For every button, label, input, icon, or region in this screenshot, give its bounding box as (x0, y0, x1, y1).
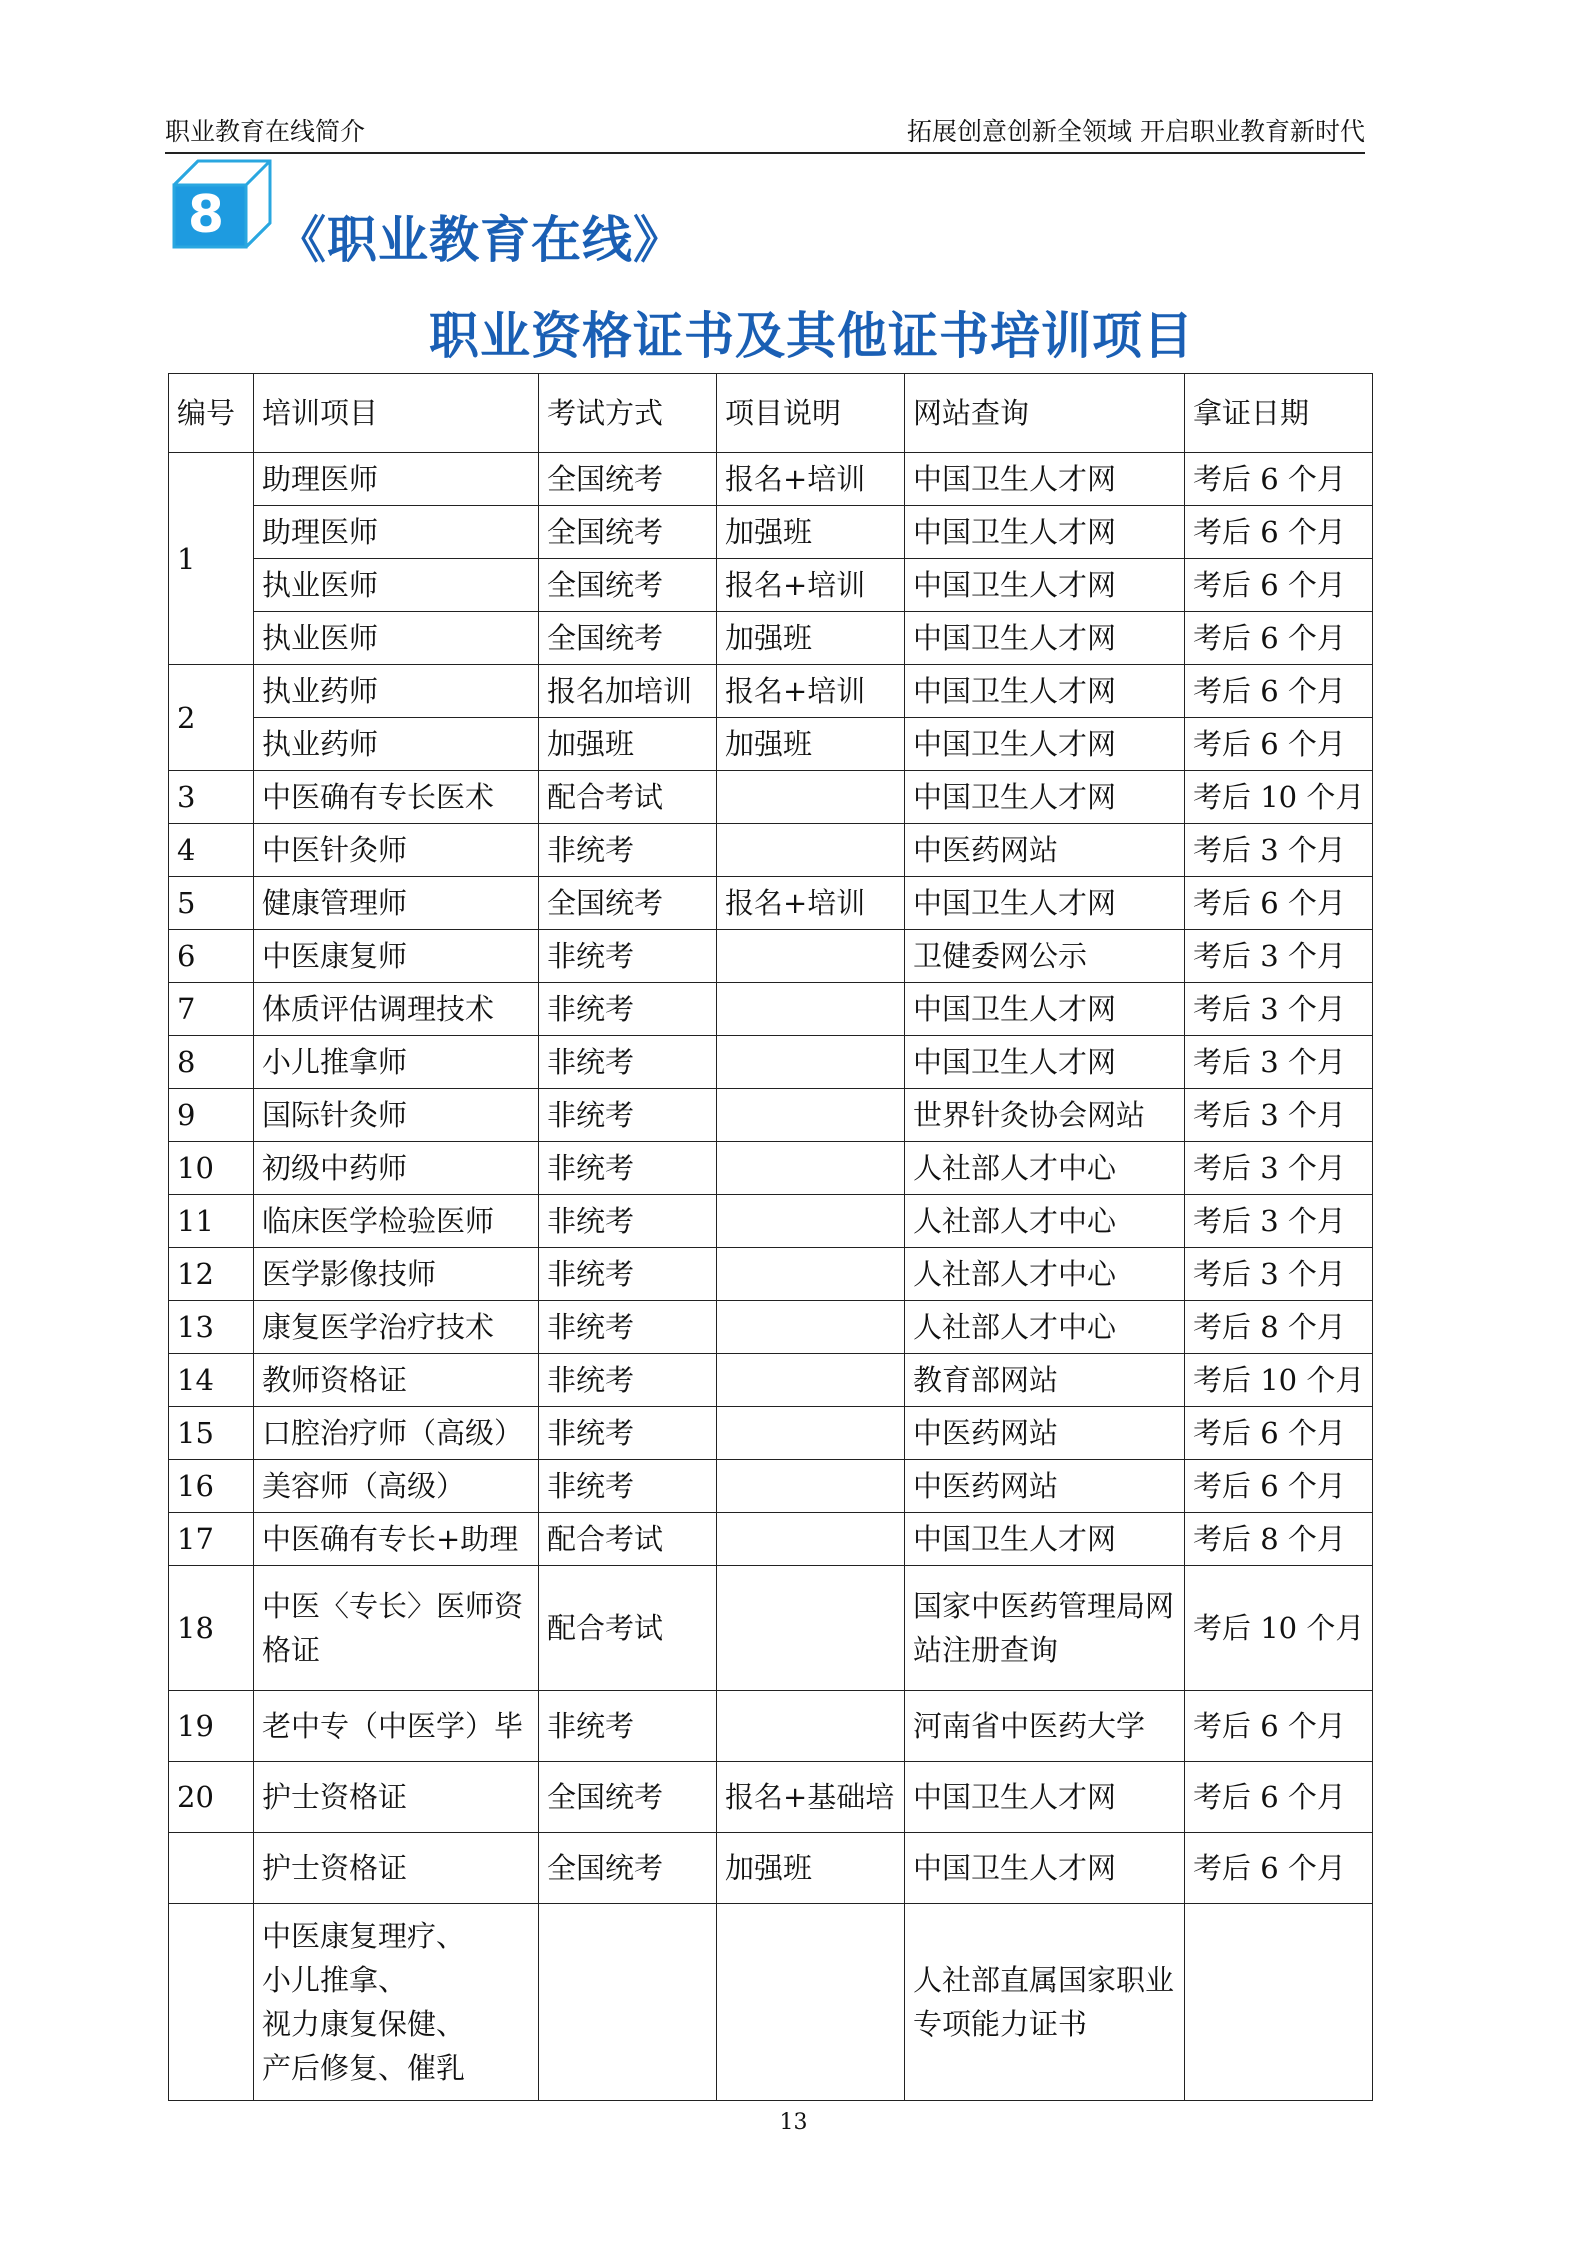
cell-exam: 非统考 (539, 1089, 717, 1142)
cell-item: 健康管理师 (254, 877, 539, 930)
cell-item: 国际针灸师 (254, 1089, 539, 1142)
cell-site: 中国卫生人才网 (905, 1833, 1185, 1904)
cell-desc (717, 1460, 905, 1513)
table-row (169, 1566, 1373, 1691)
table-row (169, 1513, 1373, 1566)
row-id: 8 (169, 1036, 254, 1089)
cell-site: 中国卫生人才网 (905, 612, 1185, 665)
cell-exam: 非统考 (539, 1248, 717, 1301)
cell-item: 老中专（中医学）毕 (254, 1691, 539, 1762)
cell-item: 助理医师 (254, 453, 539, 506)
cell-desc (717, 1513, 905, 1566)
table-row (169, 1195, 1373, 1248)
cell-date: 考后 8 个月 (1185, 1301, 1373, 1354)
table-row (169, 559, 1373, 612)
table-row (169, 1301, 1373, 1354)
cell-item: 护士资格证 (254, 1762, 539, 1833)
cell-exam: 非统考 (539, 1301, 717, 1354)
cell-item: 口腔治疗师（高级） (254, 1407, 539, 1460)
row-id: 19 (169, 1691, 254, 1762)
table-row (169, 453, 1373, 506)
header-left-text: 职业教育在线简介 (165, 117, 366, 146)
cell-site: 中国卫生人才网 (905, 1762, 1185, 1833)
cell-item: 临床医学检验医师 (254, 1195, 539, 1248)
cell-date: 考后 3 个月 (1185, 1195, 1373, 1248)
simple-rows (169, 771, 1373, 1566)
cell-item: 执业医师 (254, 612, 539, 665)
table-row (169, 1762, 1373, 1833)
cell-desc (717, 983, 905, 1036)
cell-item: 康复医学治疗技术 (254, 1301, 539, 1354)
cell-site: 中医药网站 (905, 1460, 1185, 1513)
cell-site: 中国卫生人才网 (905, 559, 1185, 612)
cell-item: 中医〈专长〉医师资格证 (254, 1566, 539, 1691)
cell-exam: 配合考试 (539, 1566, 717, 1691)
cell-item: 小儿推拿师 (254, 1036, 539, 1089)
table-row (169, 1036, 1373, 1089)
cell-item: 护士资格证 (254, 1833, 539, 1904)
cell-date: 考后 3 个月 (1185, 1036, 1373, 1089)
table-row (169, 1354, 1373, 1407)
column-header: 培训项目 (254, 374, 539, 453)
cell-exam: 全国统考 (539, 877, 717, 930)
cell-item: 中医针灸师 (254, 824, 539, 877)
cell-date: 考后 6 个月 (1185, 506, 1373, 559)
table-row (169, 771, 1373, 824)
cell-site: 人社部人才中心 (905, 1301, 1185, 1354)
row-id: 14 (169, 1354, 254, 1407)
cell-date: 考后 6 个月 (1185, 1460, 1373, 1513)
cell-date: 考后 3 个月 (1185, 1142, 1373, 1195)
list-item: 视力康复保健、 (262, 2007, 466, 2041)
cell-site: 中医药网站 (905, 824, 1185, 877)
cell-exam: 加强班 (539, 718, 717, 771)
cell-date: 考后 10 个月 (1185, 771, 1373, 824)
table-row (169, 1142, 1373, 1195)
cell-date: 考后 6 个月 (1185, 1691, 1373, 1762)
cell-desc: 报名+培训 (717, 453, 905, 506)
row-id: 20 (169, 1762, 254, 1833)
column-header: 网站查询 (905, 374, 1185, 453)
section-number: 8 (187, 185, 225, 245)
cell-desc (717, 824, 905, 877)
cell-site: 人社部直属国家职业专项能力证书 (905, 1904, 1185, 2101)
cell-desc (717, 1195, 905, 1248)
cell-date: 考后 6 个月 (1185, 1407, 1373, 1460)
cell-desc (717, 1248, 905, 1301)
cell-site: 中国卫生人才网 (905, 453, 1185, 506)
cell-site: 中国卫生人才网 (905, 1036, 1185, 1089)
row-id: 3 (169, 771, 254, 824)
cell-date: 考后 10 个月 (1185, 1566, 1373, 1691)
cell-site: 人社部人才中心 (905, 1248, 1185, 1301)
table-row (169, 1460, 1373, 1513)
table-row (169, 1904, 1373, 2101)
row-id: 15 (169, 1407, 254, 1460)
cell-item: 执业药师 (254, 718, 539, 771)
row-id: 10 (169, 1142, 254, 1195)
table-row (169, 1089, 1373, 1142)
cell-item: 执业药师 (254, 665, 539, 718)
cell-desc (717, 1089, 905, 1142)
cell-desc (717, 1904, 905, 2101)
table-row (169, 877, 1373, 930)
page-number: 13 (779, 2110, 808, 2135)
cell-site: 河南省中医药大学 (905, 1691, 1185, 1762)
cell-exam: 非统考 (539, 1407, 717, 1460)
cell-exam: 非统考 (539, 1036, 717, 1089)
cell-date: 考后 6 个月 (1185, 665, 1373, 718)
cell-site: 中国卫生人才网 (905, 665, 1185, 718)
row-id: 11 (169, 1195, 254, 1248)
column-header: 编号 (169, 374, 254, 453)
row-id: 13 (169, 1301, 254, 1354)
cell-site: 国家中医药管理局网站注册查询 (905, 1566, 1185, 1691)
cell-desc (717, 1407, 905, 1460)
column-header: 考试方式 (539, 374, 717, 453)
cell-desc: 加强班 (717, 612, 905, 665)
row-id: 17 (169, 1513, 254, 1566)
cell-site: 人社部人才中心 (905, 1142, 1185, 1195)
cell-desc (717, 771, 905, 824)
row-id: 16 (169, 1460, 254, 1513)
table-row (169, 1407, 1373, 1460)
list-item: 产后修复、催乳 (262, 2051, 466, 2085)
cell-item: 助理医师 (254, 506, 539, 559)
cell-date: 考后 3 个月 (1185, 1089, 1373, 1142)
cell-desc (717, 930, 905, 983)
page-header (165, 112, 1365, 154)
cell-exam: 非统考 (539, 1142, 717, 1195)
cell-site: 中医药网站 (905, 1407, 1185, 1460)
table-row (169, 506, 1373, 559)
list-item: 中医康复理疗、 (262, 1919, 466, 1953)
cell-desc: 加强班 (717, 1833, 905, 1904)
cell-desc: 报名+培训 (717, 665, 905, 718)
row-id: 12 (169, 1248, 254, 1301)
table-row (169, 718, 1373, 771)
section-number-badge (168, 157, 274, 253)
cell-exam: 全国统考 (539, 612, 717, 665)
header-right-text: 拓展创意创新全领域 开启职业教育新时代 (907, 117, 1365, 146)
cell-date: 考后 10 个月 (1185, 1354, 1373, 1407)
table-row (169, 824, 1373, 877)
row-id: 5 (169, 877, 254, 930)
cell-site: 中国卫生人才网 (905, 718, 1185, 771)
cell-item: 执业医师 (254, 559, 539, 612)
table-row (169, 612, 1373, 665)
table-row (169, 983, 1373, 1036)
cell-site: 中国卫生人才网 (905, 506, 1185, 559)
cell-desc: 加强班 (717, 506, 905, 559)
cell-exam: 非统考 (539, 1460, 717, 1513)
cell-date: 考后 3 个月 (1185, 983, 1373, 1036)
table-header-row (169, 374, 1373, 453)
row-id: 4 (169, 824, 254, 877)
cell-site: 世界针灸协会网站 (905, 1089, 1185, 1142)
row-id (169, 1904, 254, 2101)
cell-site: 中国卫生人才网 (905, 1513, 1185, 1566)
row-id (169, 1833, 254, 1904)
cell-desc: 报名+基础培 (717, 1762, 905, 1833)
cell-item: 体质评估调理技术 (254, 983, 539, 1036)
column-header: 项目说明 (717, 374, 905, 453)
cell-item: 中医确有专长医术 (254, 771, 539, 824)
table-row (169, 1833, 1373, 1904)
cell-exam: 全国统考 (539, 453, 717, 506)
page-title: 职业资格证书及其他证书培训项目 (429, 307, 1194, 365)
cell-site: 卫健委网公示 (905, 930, 1185, 983)
cell-desc (717, 1036, 905, 1089)
cell-site: 中国卫生人才网 (905, 983, 1185, 1036)
cell-exam: 配合考试 (539, 771, 717, 824)
cell-date: 考后 6 个月 (1185, 877, 1373, 930)
cell-exam: 报名加培训 (539, 665, 717, 718)
list-item: 小儿推拿、 (262, 1963, 408, 1997)
cell-item-list (254, 1904, 539, 2101)
cell-exam: 非统考 (539, 1195, 717, 1248)
cell-exam: 非统考 (539, 1354, 717, 1407)
cell-date: 考后 6 个月 (1185, 612, 1373, 665)
cell-site: 中国卫生人才网 (905, 877, 1185, 930)
cell-exam (539, 1904, 717, 2101)
cell-item: 医学影像技师 (254, 1248, 539, 1301)
cell-date: 考后 6 个月 (1185, 718, 1373, 771)
cell-item: 中医确有专长+助理 (254, 1513, 539, 1566)
row-id: 2 (169, 665, 254, 771)
cell-date: 考后 8 个月 (1185, 1513, 1373, 1566)
cell-desc (717, 1301, 905, 1354)
cell-site: 人社部人才中心 (905, 1195, 1185, 1248)
cell-desc: 加强班 (717, 718, 905, 771)
cell-item: 教师资格证 (254, 1354, 539, 1407)
cell-site: 教育部网站 (905, 1354, 1185, 1407)
cell-desc (717, 1691, 905, 1762)
cell-date: 考后 3 个月 (1185, 1248, 1373, 1301)
cell-site: 中国卫生人才网 (905, 771, 1185, 824)
cell-date: 考后 3 个月 (1185, 930, 1373, 983)
table-row (169, 1248, 1373, 1301)
column-header: 拿证日期 (1185, 374, 1373, 453)
cell-exam: 非统考 (539, 824, 717, 877)
certificate-table (168, 373, 1373, 2101)
cell-item: 中医康复师 (254, 930, 539, 983)
section-title: 《职业教育在线》 (276, 211, 684, 269)
table-row (169, 665, 1373, 718)
cell-exam: 非统考 (539, 1691, 717, 1762)
cell-date: 考后 6 个月 (1185, 453, 1373, 506)
cell-date: 考后 6 个月 (1185, 1833, 1373, 1904)
cell-item: 美容师（高级） (254, 1460, 539, 1513)
cell-desc: 报名+培训 (717, 877, 905, 930)
table-row (169, 930, 1373, 983)
cell-exam: 非统考 (539, 983, 717, 1036)
cell-exam: 非统考 (539, 930, 717, 983)
row-id: 1 (169, 453, 254, 665)
row-id: 7 (169, 983, 254, 1036)
cell-date: 考后 3 个月 (1185, 824, 1373, 877)
cell-desc (717, 1566, 905, 1691)
cell-desc: 报名+培训 (717, 559, 905, 612)
row-id: 18 (169, 1566, 254, 1691)
cell-desc (717, 1142, 905, 1195)
cell-exam: 全国统考 (539, 1833, 717, 1904)
row-id: 9 (169, 1089, 254, 1142)
cell-exam: 全国统考 (539, 506, 717, 559)
cell-date (1185, 1904, 1373, 2101)
cell-exam: 全国统考 (539, 559, 717, 612)
cell-desc (717, 1354, 905, 1407)
cell-item: 初级中药师 (254, 1142, 539, 1195)
cell-exam: 全国统考 (539, 1762, 717, 1833)
row-id: 6 (169, 930, 254, 983)
table-row (169, 1691, 1373, 1762)
cell-date: 考后 6 个月 (1185, 559, 1373, 612)
cell-date: 考后 6 个月 (1185, 1762, 1373, 1833)
cell-exam: 配合考试 (539, 1513, 717, 1566)
